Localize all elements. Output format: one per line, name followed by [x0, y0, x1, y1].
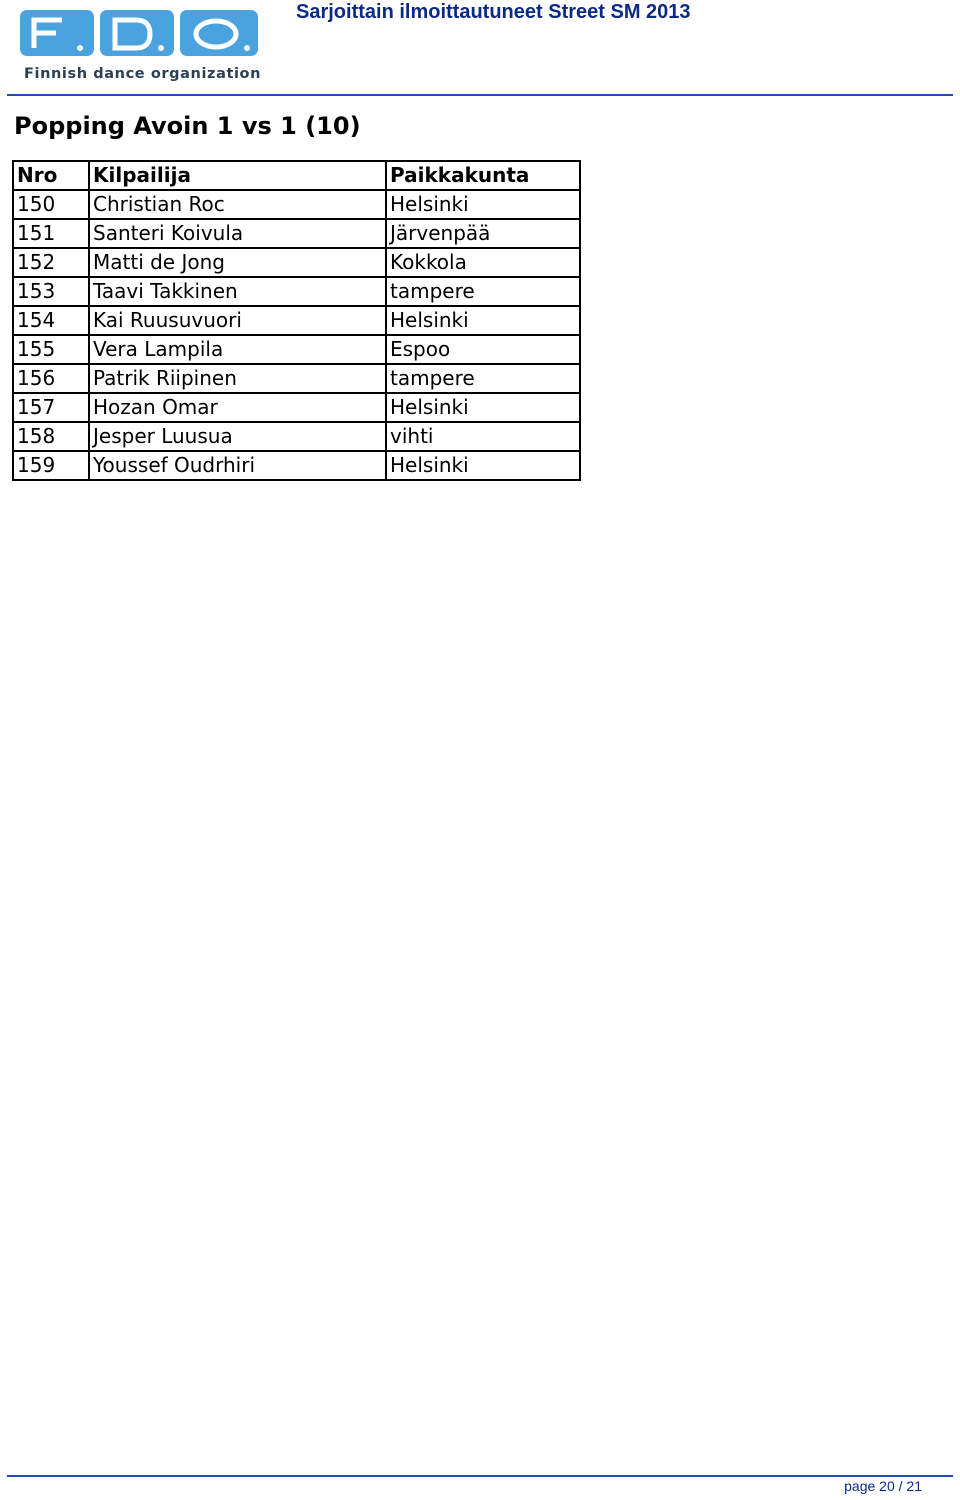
- cell-paikkakunta: Helsinki: [386, 190, 580, 219]
- cell-kilpailija: Jesper Luusua: [89, 422, 386, 451]
- cell-paikkakunta: Helsinki: [386, 393, 580, 422]
- cell-paikkakunta: tampere: [386, 364, 580, 393]
- table-row: [13, 393, 580, 422]
- page-number: page 20 / 21: [844, 1478, 922, 1494]
- cell-kilpailija: Kai Ruusuvuori: [89, 306, 386, 335]
- cell-paikkakunta: Järvenpää: [386, 219, 580, 248]
- cell-nro: 151: [13, 219, 89, 248]
- table-header-row: [13, 161, 580, 190]
- table-row: [13, 364, 580, 393]
- fdo-logo: [18, 8, 262, 86]
- cell-paikkakunta: tampere: [386, 277, 580, 306]
- table-row: [13, 422, 580, 451]
- column-header-nro: Nro: [13, 161, 89, 190]
- table-row: [13, 190, 580, 219]
- cell-nro: 150: [13, 190, 89, 219]
- cell-kilpailija: Patrik Riipinen: [89, 364, 386, 393]
- cell-kilpailija: Taavi Takkinen: [89, 277, 386, 306]
- cell-paikkakunta: vihti: [386, 422, 580, 451]
- cell-kilpailija: Matti de Jong: [89, 248, 386, 277]
- header-divider: [7, 94, 953, 96]
- cell-nro: 152: [13, 248, 89, 277]
- cell-kilpailija: Hozan Omar: [89, 393, 386, 422]
- column-header-kilpailija: Kilpailija: [89, 161, 386, 190]
- cell-nro: 156: [13, 364, 89, 393]
- cell-paikkakunta: Helsinki: [386, 451, 580, 480]
- table-row: [13, 277, 580, 306]
- cell-nro: 155: [13, 335, 89, 364]
- document-title: Sarjoittain ilmoittautuneet Street SM 2013: [296, 1, 691, 23]
- logo-tagline: Finnish dance organization: [24, 66, 262, 82]
- cell-nro: 158: [13, 422, 89, 451]
- cell-kilpailija: Christian Roc: [89, 190, 386, 219]
- logo-block-f: [20, 10, 94, 56]
- table-row: [13, 451, 580, 480]
- cell-kilpailija: Youssef Oudrhiri: [89, 451, 386, 480]
- cell-paikkakunta: Espoo: [386, 335, 580, 364]
- section-title: Popping Avoin 1 vs 1 (10): [14, 112, 361, 140]
- table-row: [13, 335, 580, 364]
- cell-nro: 153: [13, 277, 89, 306]
- cell-paikkakunta: Kokkola: [386, 248, 580, 277]
- table-row: [13, 306, 580, 335]
- cell-kilpailija: Santeri Koivula: [89, 219, 386, 248]
- cell-nro: 159: [13, 451, 89, 480]
- footer-divider: [7, 1475, 953, 1477]
- column-header-paikkakunta: Paikkakunta: [386, 161, 580, 190]
- entries-table: [12, 160, 581, 481]
- cell-paikkakunta: Helsinki: [386, 306, 580, 335]
- table-row: [13, 219, 580, 248]
- table-row: [13, 248, 580, 277]
- cell-nro: 157: [13, 393, 89, 422]
- cell-kilpailija: Vera Lampila: [89, 335, 386, 364]
- cell-nro: 154: [13, 306, 89, 335]
